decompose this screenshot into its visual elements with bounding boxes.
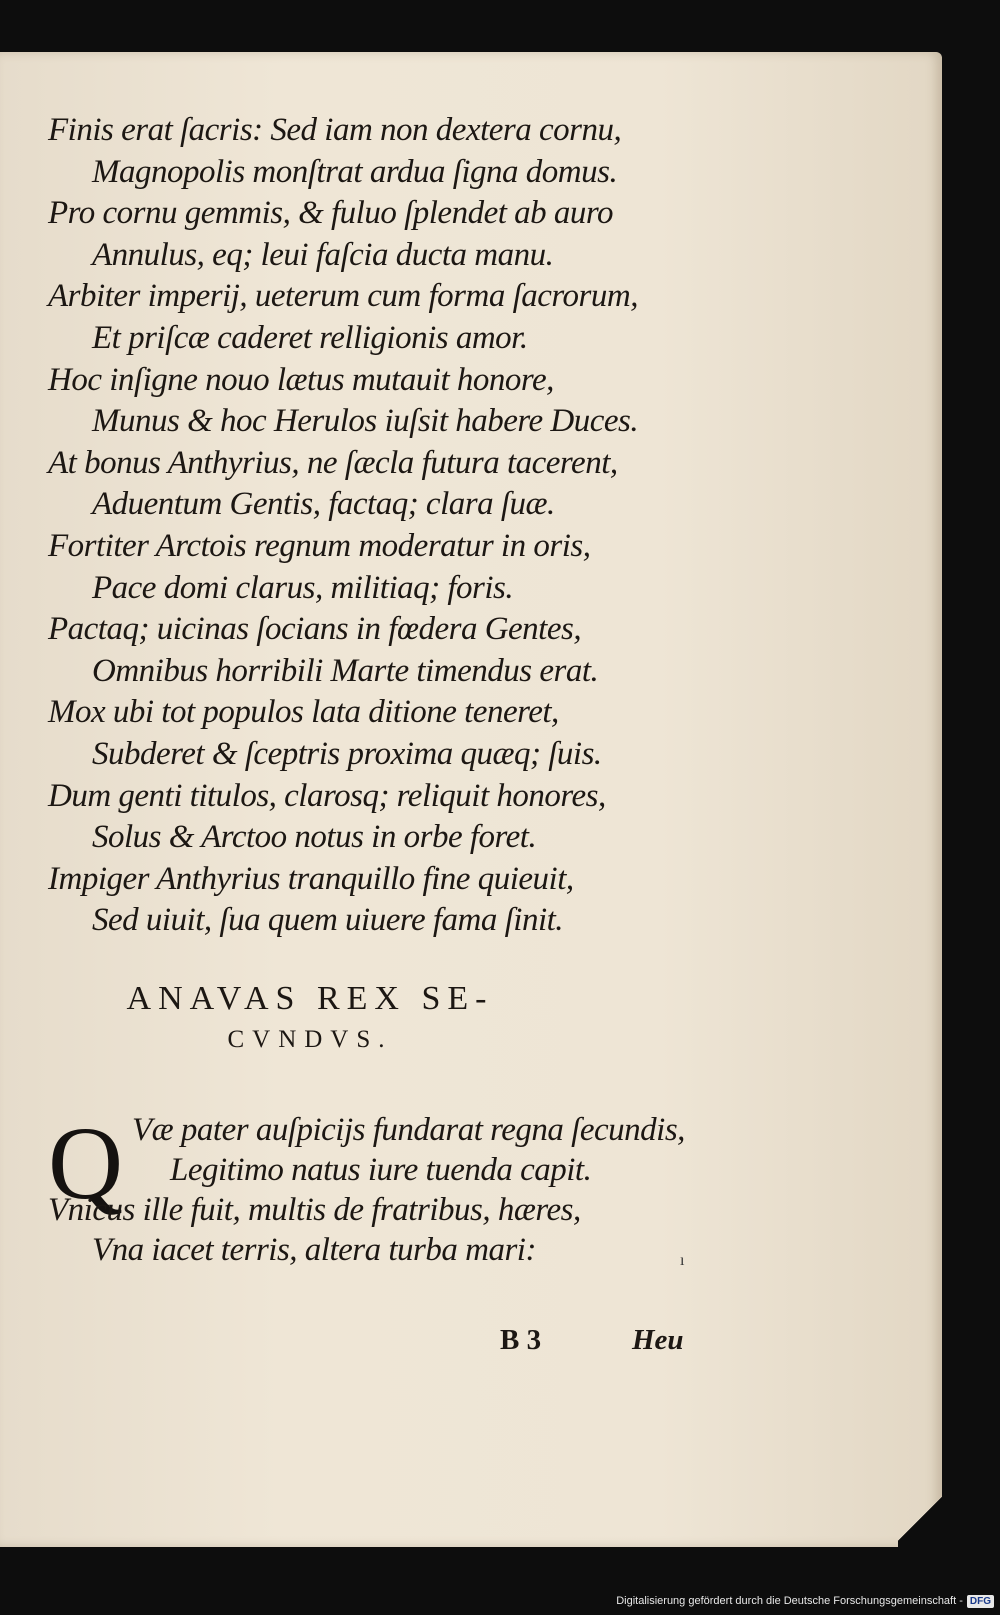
verse-line: Vnicus ille fuit, multis de fratribus, hæres, — [48, 1192, 581, 1228]
section-heading-line-2: CVNDVS. — [227, 1026, 393, 1053]
verse-line: Finis erat ſacris: Sed iam non dextera cornu, — [48, 112, 622, 148]
digitization-footer — [616, 1591, 994, 1611]
verse-line: Pace domi clarus, militiaq; foris. — [92, 569, 514, 606]
verse-line: Legitimo natus iure tuenda capit. — [170, 1152, 592, 1188]
verse-line: Munus & hoc Herulos iuſsit habere Duces. — [92, 403, 639, 440]
verse-line: Pro cornu gemmis, & fuluo ſplendet ab auro — [48, 195, 614, 232]
verse-line: Impiger Anthyrius tranquillo fine quieuit, — [48, 860, 574, 897]
verse-line: Annulus, eq; leui faſcia ducta manu. — [92, 236, 554, 273]
section-heading-line-1: ANAVAS REX SE- — [126, 980, 494, 1017]
verse-line: Dum genti titulos, clarosq; reliquit honores, — [48, 777, 606, 814]
verse-line: Et priſcæ caderet relligionis amor. — [92, 319, 528, 356]
verse-line: Omnibus horribili Marte timendus erat. — [92, 652, 599, 689]
verse-line: Subderet & ſceptris proxima quæq; ſuis. — [92, 735, 602, 772]
verse-line: Fortiter Arctois regnum moderatur in oris, — [48, 527, 591, 564]
footer-text: Digitalisierung gefördert durch die Deutsche Forschungsgemeinschaft - — [616, 1595, 963, 1607]
verse-line: Sed uiuit, ſua quem uiuere fama ſinit. — [92, 902, 564, 939]
verse-line: Aduentum Gentis, factaq; clara ſuæ. — [92, 486, 555, 523]
signature-mark: B 3 — [500, 1324, 542, 1356]
catchword: Heu — [632, 1324, 684, 1356]
verse-line: At bonus Anthyrius, ne ſæcla futura tacerent, — [48, 444, 618, 481]
verse-line: Arbiter imperij, ueterum cum forma ſacrorum, — [48, 278, 638, 315]
verse-line: Vna iacet terris, altera turba mari: — [92, 1232, 536, 1268]
verse-line: Magnopolis monſtrat ardua ſigna domus. — [92, 153, 618, 190]
verse-line: Pactaq; uicinas ſocians in fœdera Gentes, — [48, 611, 582, 648]
verse-line: Hoc inſigne nouo lætus mutauit honore, — [48, 361, 554, 398]
verse-line: Solus & Arctoo notus in orbe foret. — [92, 819, 537, 856]
poem-block — [48, 110, 708, 942]
drop-capital: Q — [48, 1106, 124, 1221]
dfg-logo: DFG — [967, 1595, 994, 1608]
book-page — [0, 52, 942, 1547]
verse-line: Væ pater auſpicijs fundarat regna ſecundis, — [132, 1112, 685, 1148]
verse-line: Mox ubi tot populos lata ditione teneret, — [48, 694, 559, 731]
margin-mark: ı — [680, 1252, 685, 1269]
